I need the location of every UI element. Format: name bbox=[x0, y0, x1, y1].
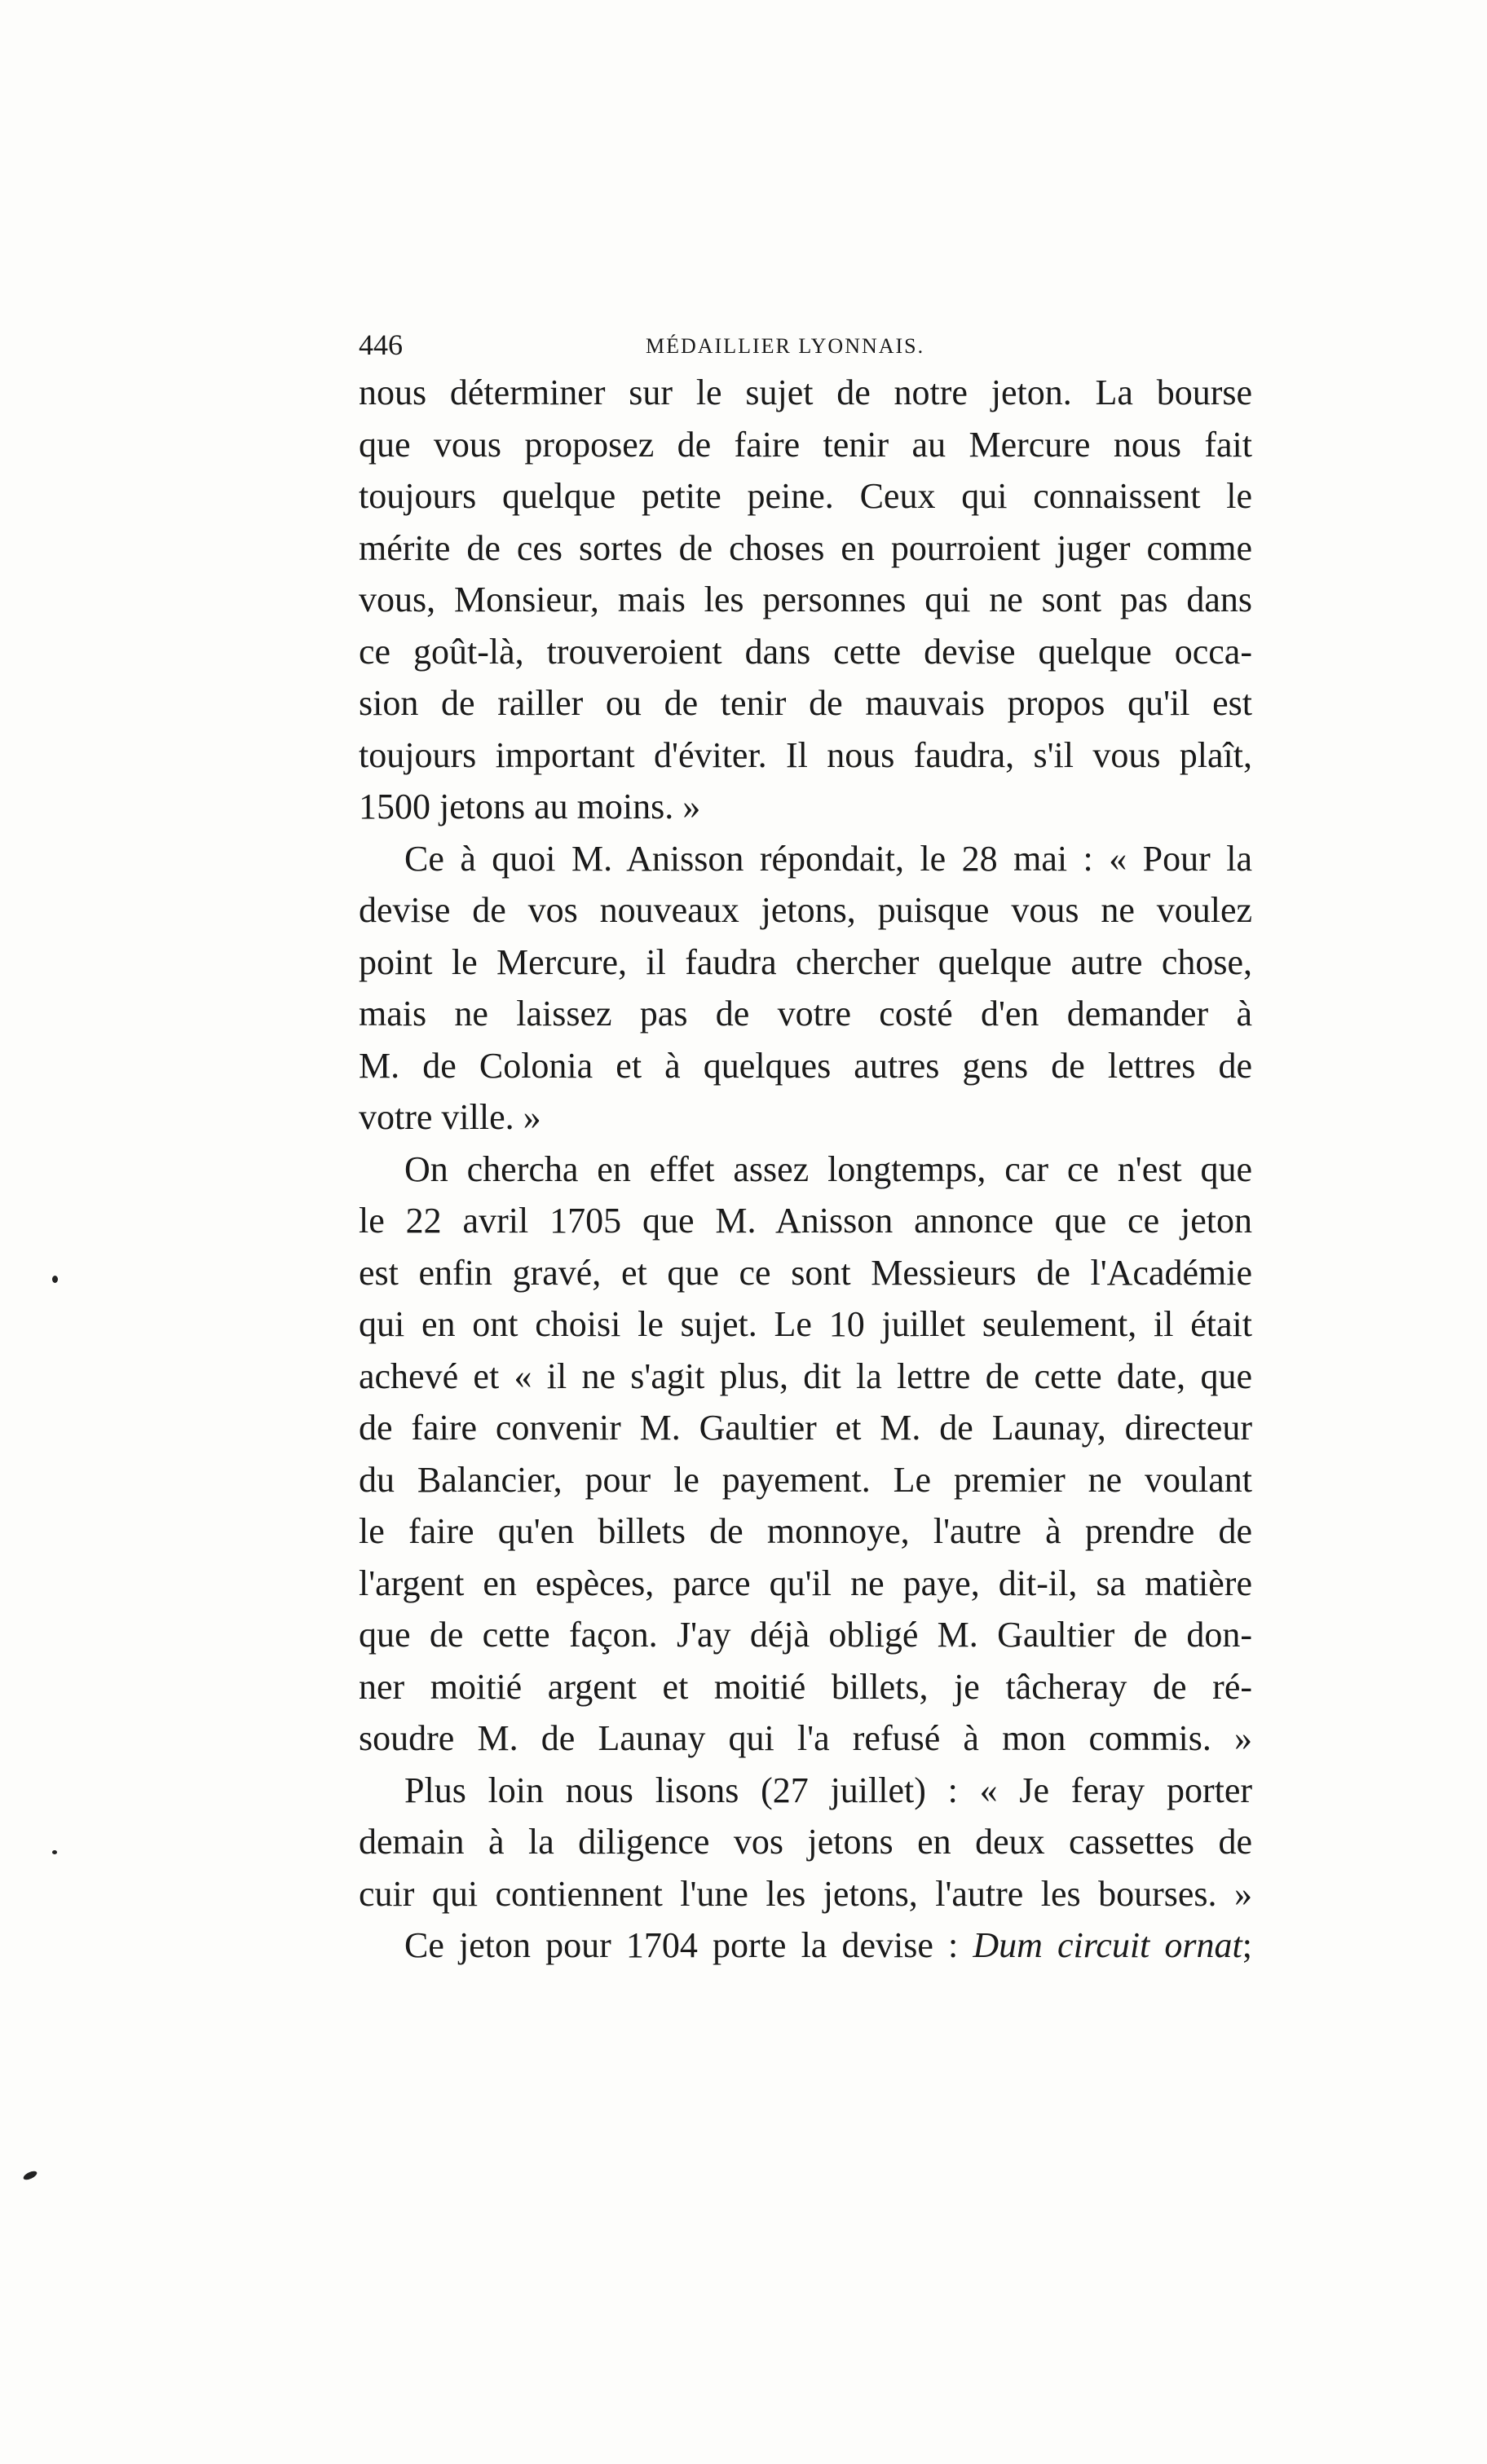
text-line: M. de Colonia et à quelques autres gens de lettres de bbox=[359, 1045, 1252, 1086]
text-line: l'argent en espèces, parce qu'il ne paye, dit-il, sa matière bbox=[359, 1563, 1252, 1603]
text-line: le faire qu'en billets de monnoye, l'autre à prendre de bbox=[359, 1511, 1252, 1551]
paragraph-start-line: Ce à quoi M. Anisson répondait, le 28 mai : « Pour la bbox=[404, 838, 1252, 879]
text-line: achevé et « il ne s'agit plus, dit la lettre de cette date, que bbox=[359, 1355, 1252, 1396]
text-line: le 22 avril 1705 que M. Anisson annonce que ce jeton bbox=[359, 1201, 1252, 1241]
text-line: votre ville. » bbox=[359, 1097, 541, 1137]
last-line-lead: Ce jeton pour 1704 porte la devise : bbox=[404, 1925, 973, 1965]
text-line: nous déterminer sur le sujet de notre jeton. La bourse bbox=[359, 372, 1252, 412]
text-line: point le Mercure, il faudra chercher quelque autre chose, bbox=[359, 941, 1252, 982]
margin-speck bbox=[22, 2170, 38, 2182]
text-line: sion de railler ou de tenir de mauvais propos qu'il est bbox=[359, 683, 1252, 723]
text-line: est enfin gravé, et que ce sont Messieurs de l'Académie bbox=[359, 1252, 1252, 1293]
body-text bbox=[359, 367, 1252, 1972]
last-line-end: ; bbox=[1242, 1925, 1252, 1965]
text-line: ce goût-là, trouveroient dans cette devise quelque occa- bbox=[359, 631, 1252, 672]
text-line: que vous proposez de faire tenir au Mercure nous fait bbox=[359, 424, 1252, 465]
text-line: ner moitié argent et moitié billets, je tâcheray de ré- bbox=[359, 1666, 1252, 1707]
text-line: de faire convenir M. Gaultier et M. de Launay, directeur bbox=[359, 1408, 1252, 1448]
text-line: mérite de ces sortes de choses en pourroient juger comme bbox=[359, 527, 1252, 568]
text-line: devise de vos nouveaux jetons, puisque vous ne voulez bbox=[359, 890, 1252, 930]
margin-speck bbox=[52, 1276, 58, 1283]
running-title: MÉDAILLIER LYONNAIS. bbox=[646, 334, 925, 358]
latin-motto: Dum circuit ornat bbox=[973, 1925, 1242, 1965]
text-line: demain à la diligence vos jetons en deux cassettes de bbox=[359, 1822, 1252, 1862]
text-line: cuir qui contiennent l'une les jetons, l'autre les bourses. » bbox=[359, 1873, 1252, 1914]
page-header bbox=[359, 324, 1255, 365]
text-line: mais ne laissez pas de votre costé d'en demander à bbox=[359, 994, 1252, 1034]
paragraph-start-line: On chercha en effet assez longtemps, car ce n'est que bbox=[404, 1148, 1252, 1189]
paragraph-start-line bbox=[359, 1920, 1252, 1972]
paragraph-start-line: Plus loin nous lisons (27 juillet) : « Je feray porter bbox=[404, 1770, 1252, 1810]
text-line: 1500 jetons au moins. » bbox=[359, 787, 701, 826]
text-line: toujours important d'éviter. Il nous faudra, s'il vous plaît, bbox=[359, 734, 1252, 775]
text-line: que de cette façon. J'ay déjà obligé M. Gaultier de don- bbox=[359, 1615, 1252, 1655]
text-line: vous, Monsieur, mais les personnes qui ne sont pas dans bbox=[359, 580, 1252, 619]
text-line: qui en ont choisi le sujet. Le 10 juillet seulement, il était bbox=[359, 1304, 1252, 1344]
page-number: 446 bbox=[359, 328, 403, 361]
margin-speck bbox=[52, 1850, 57, 1854]
text-line: du Balancier, pour le payement. Le premier ne voulant bbox=[359, 1459, 1252, 1500]
text-line: toujours quelque petite peine. Ceux qui connaissent le bbox=[359, 476, 1252, 516]
text-line: soudre M. de Launay qui l'a refusé à mon commis. » bbox=[359, 1718, 1252, 1758]
